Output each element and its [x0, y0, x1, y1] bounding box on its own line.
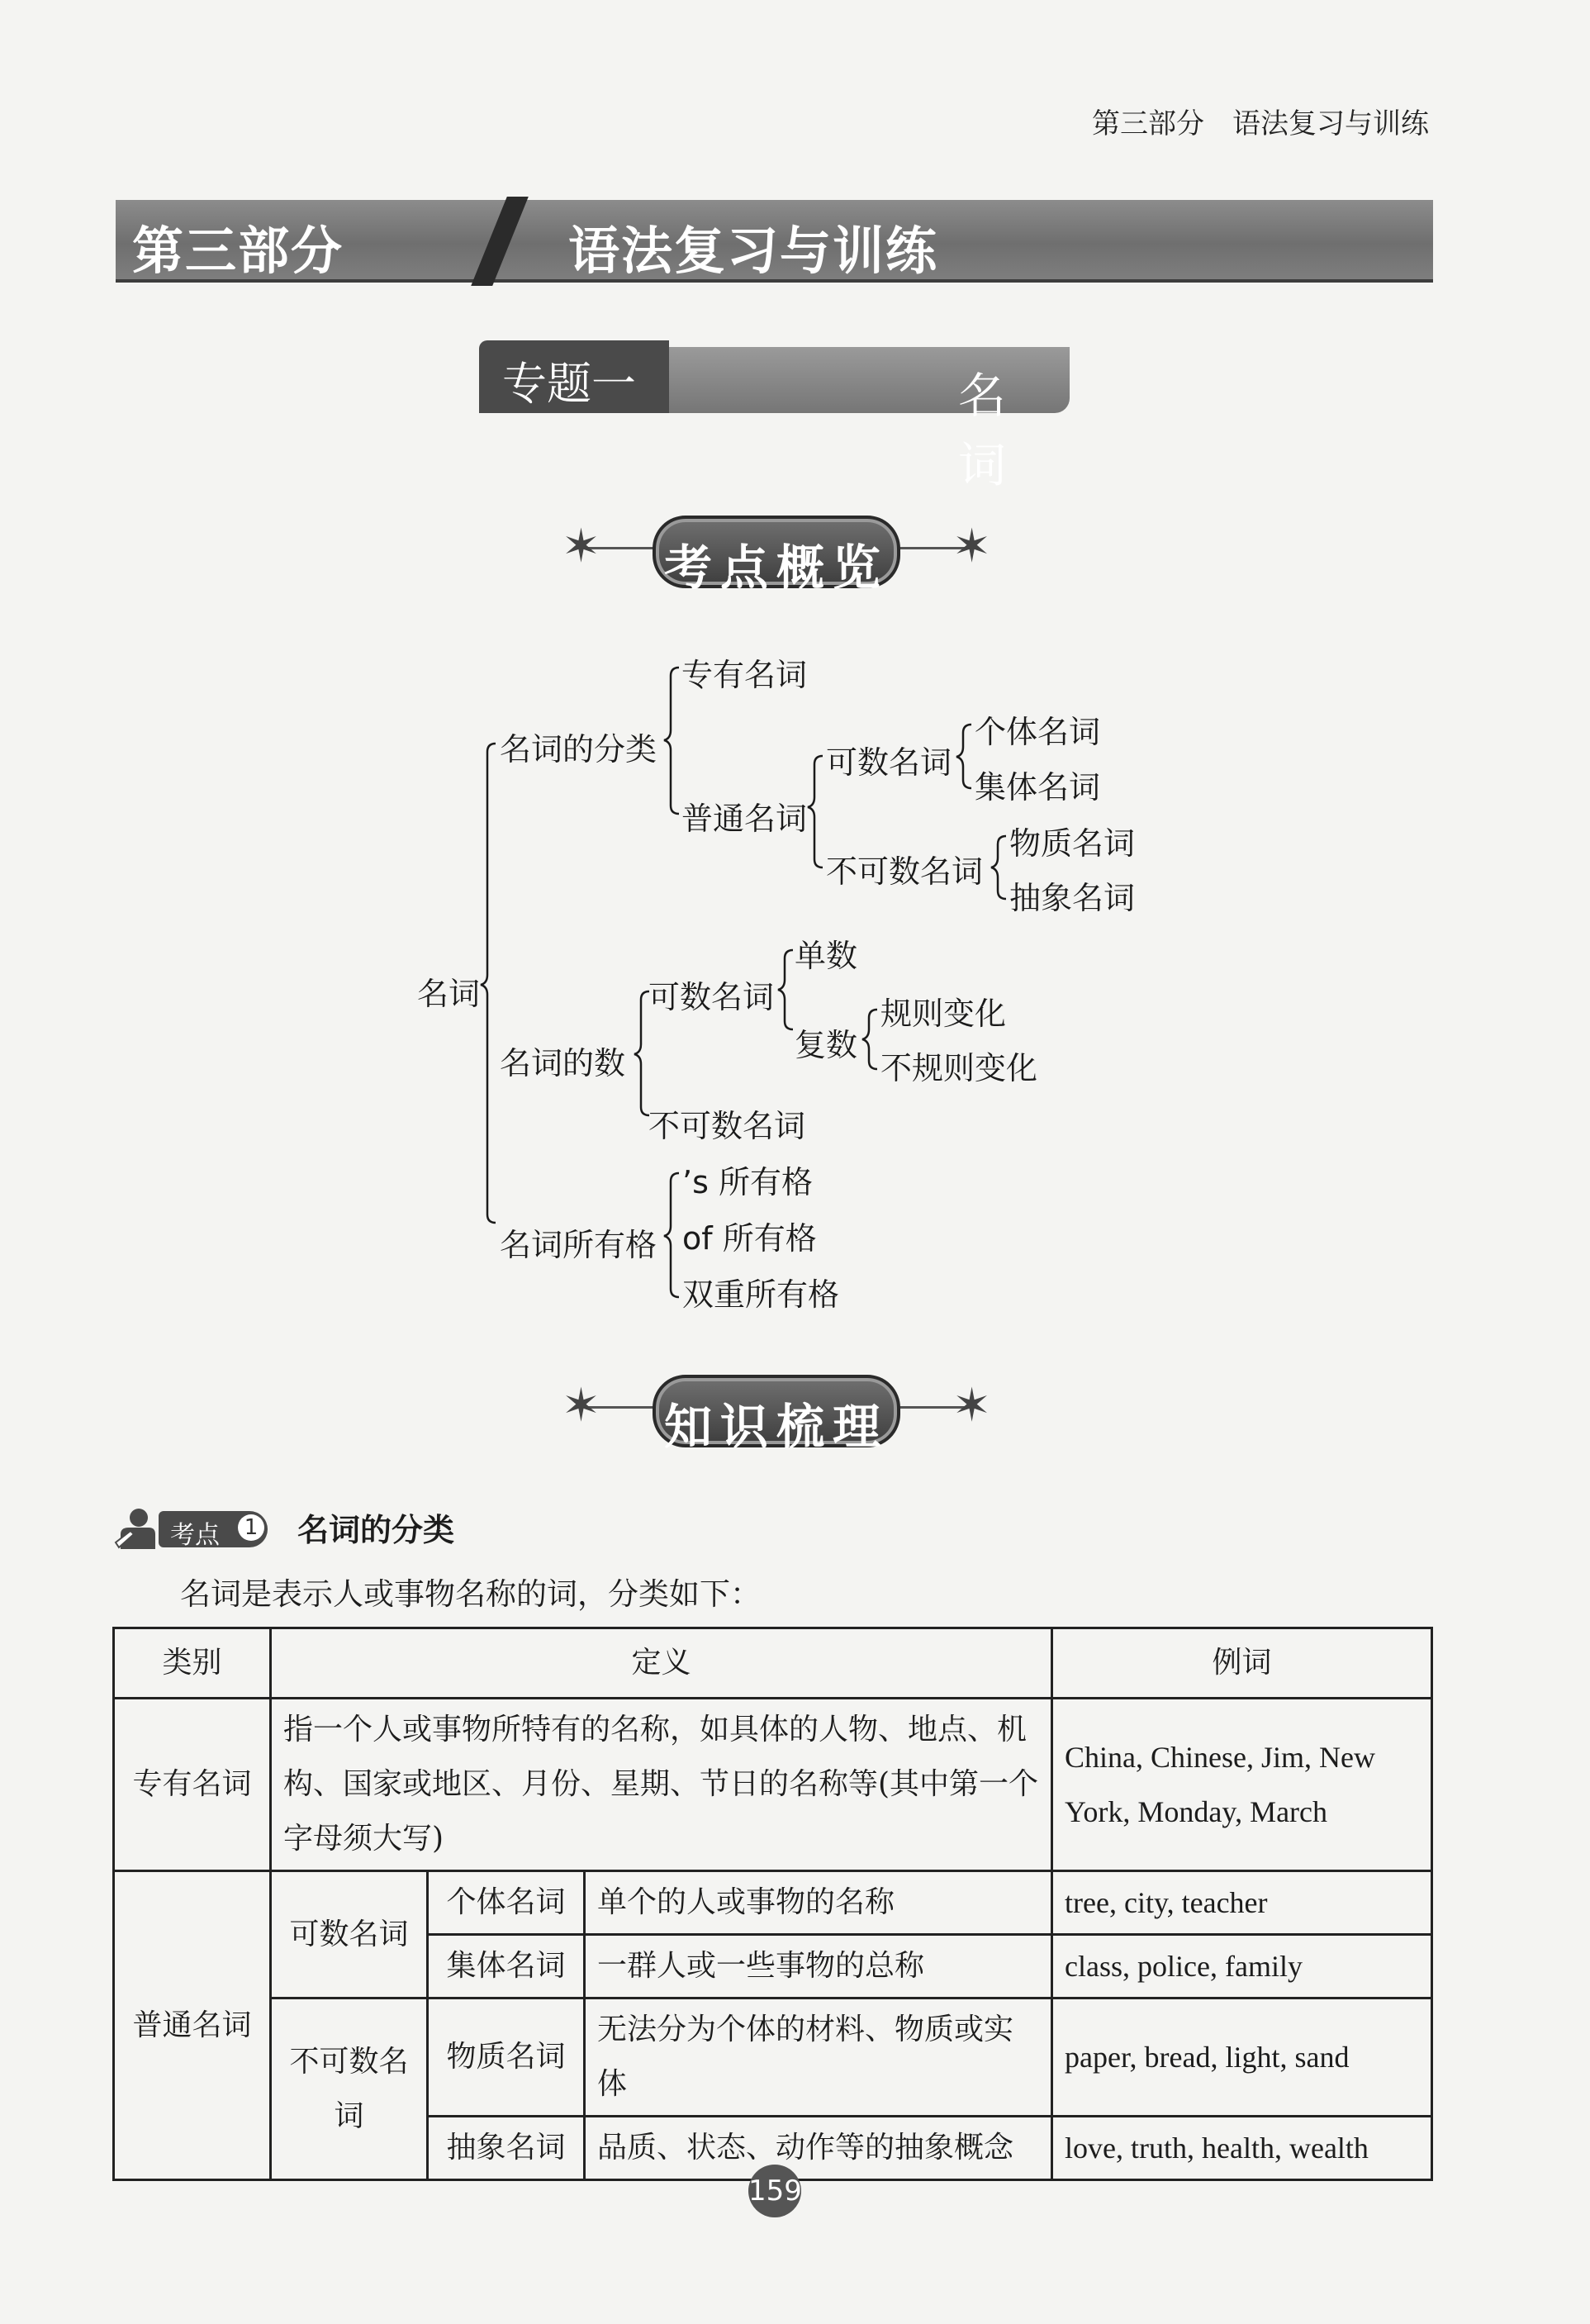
- running-header: 第三部分 语法复习与训练: [1092, 107, 1429, 140]
- tree-node-num-countable: 可数名词: [648, 979, 775, 1015]
- category-cell: 普通名词: [114, 1871, 271, 2180]
- examples-cell: China, Chinese, Jim, New York, Monday, March: [1052, 1699, 1432, 1871]
- tree-node-uncountable: 不可数名词: [826, 853, 984, 890]
- knowledge-heading: [562, 1371, 991, 1455]
- tree-node-regular: 规则变化: [880, 996, 1007, 1032]
- tree-node-common: 普通名词: [681, 801, 808, 837]
- tree-node-irregular: 不规则变化: [880, 1050, 1038, 1086]
- star-icon: ✶: [562, 520, 600, 573]
- examples-cell: class, police, family: [1052, 1935, 1432, 1998]
- tree-node-abstract: 抽象名词: [1009, 880, 1136, 916]
- definition-cell: 一群人或一些事物的总称: [585, 1935, 1052, 1998]
- kaodian-badge-text: 考点: [170, 1521, 220, 1550]
- part-title: 语法复习与训练: [568, 221, 939, 281]
- overview-heading-text: 考点概览: [663, 539, 889, 596]
- examples-cell: love, truth, health, wealth: [1052, 2117, 1432, 2180]
- definition-cell: 单个的人或事物的名称: [585, 1871, 1052, 1935]
- topic-banner: [479, 340, 1121, 493]
- heading-pill: [653, 516, 900, 596]
- type-cell: 个体名词: [428, 1871, 585, 1935]
- type-cell: 物质名词: [428, 1998, 585, 2117]
- tree-node-num-uncountable: 不可数名词: [648, 1108, 806, 1144]
- definition-cell: 无法分为个体的材料、物质或实体: [585, 1998, 1052, 2117]
- tree-node-proper: 专有名词: [681, 657, 808, 693]
- star-icon: ✶: [952, 520, 991, 573]
- category-cell: 专有名词: [114, 1699, 271, 1871]
- examples-cell: paper, bread, light, sand: [1052, 1998, 1432, 2117]
- header-definition: 定义: [271, 1628, 1052, 1699]
- section-title: 名词的分类: [297, 1512, 455, 1548]
- star-icon: ✶: [952, 1379, 991, 1433]
- star-icon: ✶: [562, 1379, 600, 1433]
- examples-cell: tree, city, teacher: [1052, 1871, 1432, 1935]
- topic-banner-body: [644, 347, 1121, 493]
- kaodian-badge-number: 1: [238, 1514, 264, 1541]
- page-number: 159: [748, 2165, 801, 2217]
- tree-node-poss-of: of 所有格: [682, 1220, 817, 1257]
- tree-node-number: 名词的数: [500, 1045, 626, 1081]
- table-row: [114, 1998, 1432, 2117]
- knowledge-heading-text: 知识梳理: [663, 1399, 889, 1455]
- type-cell: 抽象名词: [428, 2117, 585, 2180]
- part-banner: [116, 200, 1433, 283]
- heading-pill: [653, 1375, 900, 1455]
- tree-node-possessive: 名词所有格: [500, 1227, 657, 1263]
- table-row: [114, 1699, 1432, 1871]
- subcategory-cell: 可数名词: [271, 1871, 428, 1998]
- kaodian-badge: [159, 1511, 268, 1550]
- tree-node-classification: 名词的分类: [500, 731, 657, 768]
- topic-label: 专题一: [502, 358, 636, 410]
- tree-node-countable: 可数名词: [826, 744, 952, 781]
- tree-node-individual: 个体名词: [975, 714, 1101, 750]
- noun-classification-table: [112, 1627, 1433, 2181]
- tree-node-poss-double: 双重所有格: [682, 1276, 840, 1313]
- topic-title: 名 词: [958, 368, 1121, 493]
- type-cell: 集体名词: [428, 1935, 585, 1998]
- table-row: [114, 1871, 1432, 1935]
- definition-cell: 品质、状态、动作等的抽象概念: [585, 2117, 1052, 2180]
- definition-cell: 指一个人或事物所特有的名称，如具体的人物、地点、机构、国家或地区、月份、星期、节日的名称等(其中第一个字母须大写): [271, 1699, 1052, 1871]
- header-examples: 例词: [1052, 1628, 1432, 1699]
- tree-node-poss-s: ’s 所有格: [682, 1164, 813, 1200]
- tree-node-root: 名词: [417, 976, 481, 1012]
- reader-icon: [114, 1506, 160, 1551]
- table-header-row: [114, 1628, 1432, 1699]
- section-intro: 名词是表示人或事物名称的词，分类如下：: [180, 1576, 761, 1612]
- banner-divider: [471, 197, 529, 286]
- header-category: 类别: [114, 1628, 271, 1699]
- tree-node-collective: 集体名词: [975, 769, 1101, 806]
- tree-node-material: 物质名词: [1009, 825, 1136, 862]
- tree-node-singular: 单数: [795, 938, 858, 974]
- part-label: 第三部分: [132, 221, 344, 281]
- subcategory-cell: 不可数名词: [271, 1998, 428, 2180]
- topic-banner-tab: [479, 340, 669, 413]
- overview-heading: [562, 512, 991, 596]
- tree-node-plural: 复数: [795, 1027, 858, 1063]
